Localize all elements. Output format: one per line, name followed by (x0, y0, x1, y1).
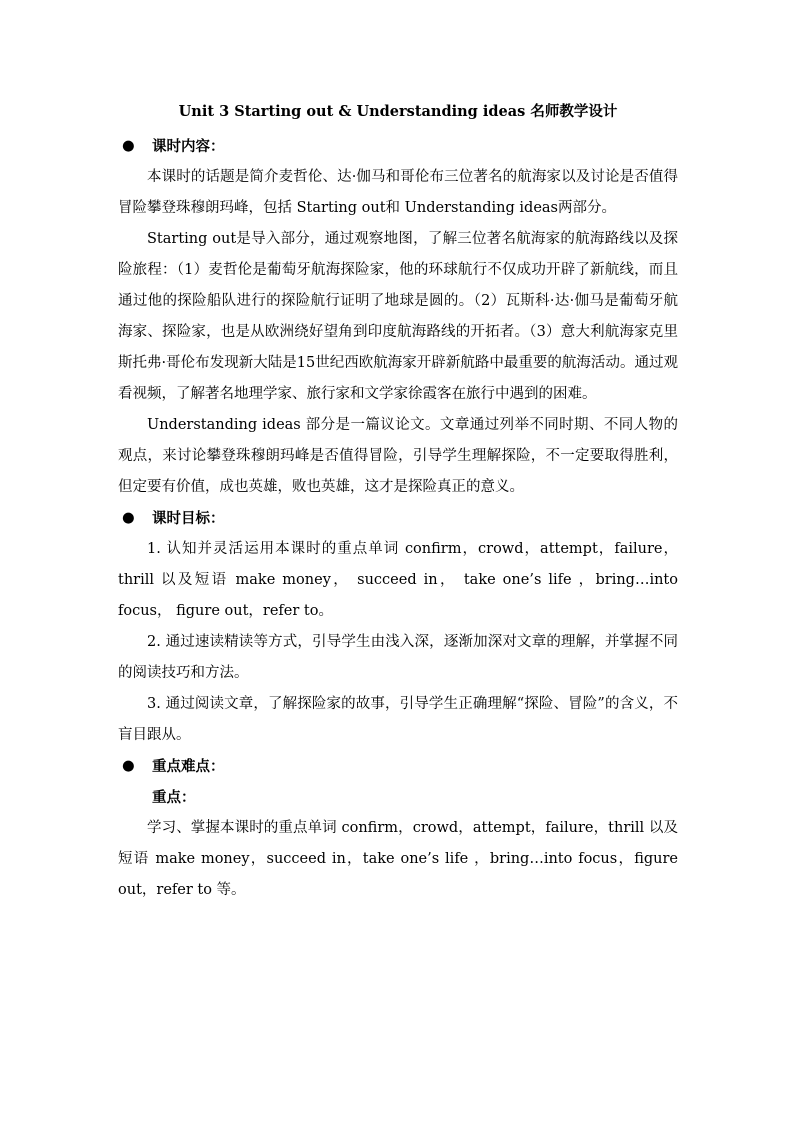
document-content (118, 99, 678, 906)
section-heading-key-points (118, 751, 678, 782)
section-heading-label: 重点难点： (152, 758, 225, 775)
document-title: Unit 3 Starting out & Understanding ideas 名师教学设计 (178, 103, 618, 120)
paragraph: Understanding ideas 部分是一篇议论文。文章通过列举不同时期、不同人物的观点，来讨论攀登珠穆朗玛峰是否值得冒险，引导学生理解探险，不一定要取得胜利，但定要有价值，成也英雄，败也英雄，这才是探险真正的意义。 (118, 417, 678, 495)
paragraph: Starting out是导入部分，通过观察地图，了解三位著名航海家的航海路线以及探险旅程：（1）麦哲伦是葡萄牙航海探险家，他的环球航行不仅成功开辟了新航线，而且通过他的探险船队进行的探险航行证明了地球是圆的。（2）瓦斯科·达·伽马是葡萄牙航海家、探险家，也是从欧洲绕好望角到印度航海路线的开拓者。（3）意大利航海家克里斯托弗·哥伦布发现新大陆是15世纪西欧航海家开辟新航路中最重要的航海活动。通过观看视频，了解著名地理学家、旅行家和文学家徐霞客在旅行中遇到的困难。 (118, 231, 678, 402)
bullet-icon: ● (122, 138, 135, 154)
section-heading-label: 课时内容： (152, 138, 225, 155)
paragraph: 2. 通过速读精读等方式，引导学生由浅入深，逐渐加深对文章的理解，并掌握不同的阅读技巧和方法。 (118, 634, 678, 681)
bullet-icon: ● (122, 758, 135, 774)
paragraph: 1. 认知并灵活运用本课时的重点单词 confirm，crowd，attempt，failure，thrill 以及短语 make money， succeed in， take one’s life ，bring…into focus， figure out，refer to。 (118, 541, 678, 619)
paragraph: 3. 通过阅读文章，了解探险家的故事，引导学生正确理解“探险、冒险”的含义，不盲目跟从。 (118, 696, 678, 743)
section-heading-goals (118, 503, 678, 534)
paragraph: 本课时的话题是简介麦哲伦、达·伽马和哥伦布三位著名的航海家以及讨论是否值得冒险攀登珠穆朗玛峰，包括 Starting out和 Understanding ideas两部分。 (118, 169, 678, 216)
bullet-icon: ● (122, 510, 135, 526)
section-heading-content (118, 131, 678, 162)
subheading-key: 重点： (152, 789, 196, 806)
paragraph: 学习、掌握本课时的重点单词 confirm，crowd，attempt，failure，thrill 以及短语 make money，succeed in，take one’s life ，bring…into focus，figure out，refer to 等。 (118, 820, 678, 898)
section-heading-label: 课时目标： (152, 510, 225, 527)
